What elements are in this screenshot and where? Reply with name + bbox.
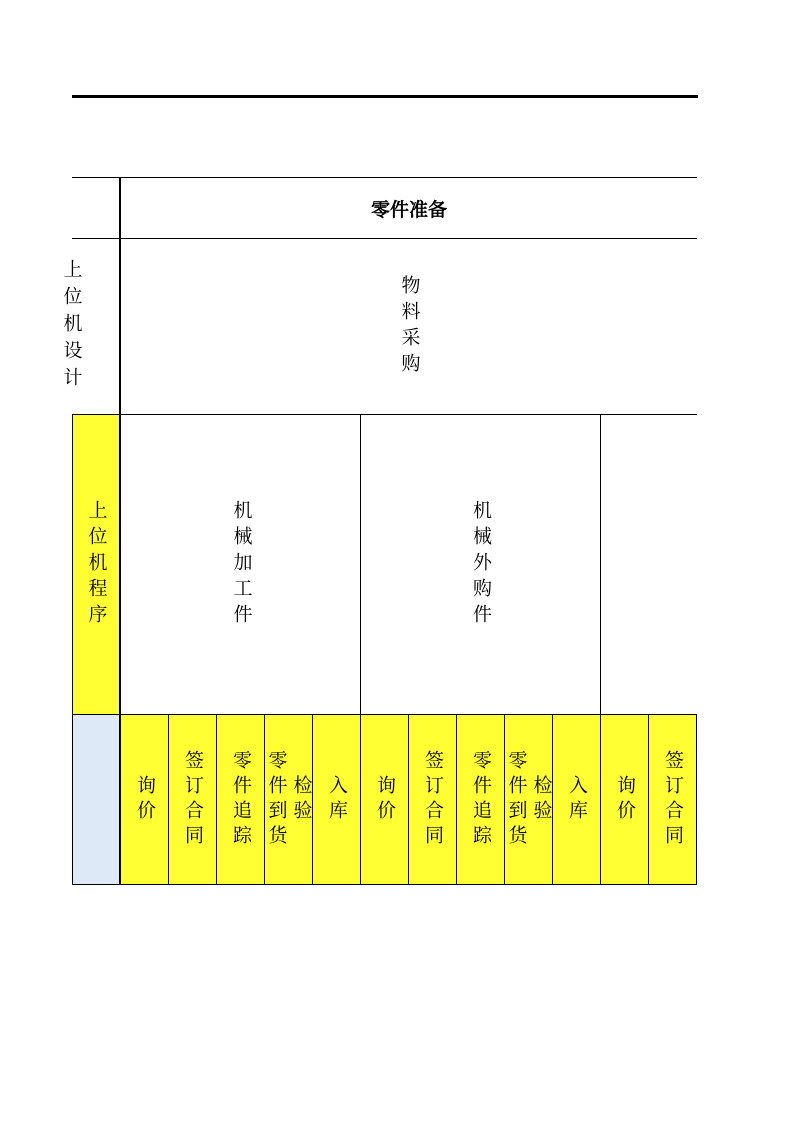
header-title: 零件准备: [370, 198, 447, 221]
step-cell: [649, 715, 697, 884]
procurement-cell: [121, 239, 697, 414]
header-cell: [121, 178, 697, 238]
step-label: [183, 750, 202, 850]
step-cell: [265, 715, 313, 884]
step-label: [135, 775, 154, 825]
step-label-column: 零件追踪: [230, 749, 252, 850]
step-label-column: 检验: [290, 774, 313, 825]
program-cell: [73, 415, 119, 714]
step-label: [267, 750, 311, 850]
left-cut-text: 上位机设计: [60, 259, 83, 394]
step-label-column: 签订合同: [182, 749, 204, 850]
category-cell: [121, 415, 361, 714]
left-cut-cell: [58, 239, 84, 414]
step-label-column: 询价: [614, 774, 636, 825]
step-cell: [409, 715, 457, 884]
step-cell: [601, 715, 649, 884]
step-label-column: 零件到货: [265, 749, 288, 850]
step-label: [615, 775, 634, 825]
step-cell: [121, 715, 169, 884]
program-label: 上位机程序: [85, 499, 108, 630]
row-border-bottom: [72, 884, 697, 885]
step-label-cell: [73, 715, 119, 884]
plan-table: [60, 177, 697, 885]
step-label-column: 零件到货: [505, 749, 528, 850]
category-label: 机械加工件: [230, 499, 253, 630]
step-cell: [457, 715, 505, 884]
step-label: [375, 775, 394, 825]
step-label-column: 入库: [326, 774, 348, 825]
step-label: [663, 750, 682, 850]
steps-row: [121, 715, 697, 884]
step-label: [327, 775, 346, 825]
step-label: [231, 750, 250, 850]
step-label-column: 检验: [530, 774, 553, 825]
step-cell: [553, 715, 601, 884]
step-cell: [361, 715, 409, 884]
step-label: [471, 750, 490, 850]
step-cell: [217, 715, 265, 884]
step-label: [507, 750, 551, 850]
step-label-column: 询价: [134, 774, 156, 825]
step-cell: [313, 715, 361, 884]
top-rule: [72, 95, 698, 98]
step-label-column: 签订合同: [662, 749, 684, 850]
step-label: [567, 775, 586, 825]
step-label-column: 询价: [374, 774, 396, 825]
step-label: [423, 750, 442, 850]
procurement-label: 物料采购: [398, 274, 421, 379]
category-cell: [361, 415, 600, 714]
step-label-column: 入库: [566, 774, 588, 825]
step-label-column: 零件追踪: [470, 749, 492, 850]
category-label: 机械外购件: [470, 499, 492, 630]
step-cell: [169, 715, 217, 884]
step-label-column: 签订合同: [422, 749, 444, 850]
category-cell: [601, 415, 697, 714]
step-cell: [505, 715, 553, 884]
